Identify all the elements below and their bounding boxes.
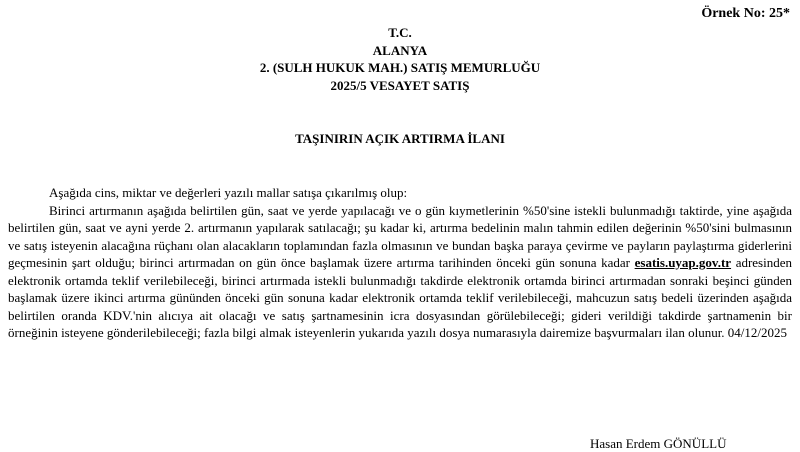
header-line-tc: T.C. [388, 25, 412, 40]
esatis-link[interactable]: esatis.uyap.gov.tr [634, 255, 732, 270]
sample-number: Örnek No: 25* [701, 6, 790, 21]
notice-title: TAŞINIRIN AÇIK ARTIRMA İLANI [295, 131, 505, 146]
main-paragraph-text-2: adresinden elektronik ortamda teklif verilebileceği, birinci artırmada istekli bulunmadığı takdirde elektronik ortamda birinci artırmadan sonraki beşinci günden başlamak üzere ikinci artırma gününden önceki gün sonuna kadar elektronik ortamda teklif verilebileceği, mahcuzun satış bedeli üzerinden aşağıda belirtilen oranda KDV.'nin alıcıya ait olacağı ve satış şartnamesinin icra dosyasından görülebileceği; gideri verildiği takdirde şartnamenin bir örneğinin isteyene gönderilebileceği; fazla bilgi almak isteyenlerin yukarıda yazılı dosya numarasıyla dairemize başvurmaları ilan olunur. 04/12/2025 [8, 255, 793, 340]
main-paragraph [8, 202, 792, 342]
header-line-city: ALANYA [372, 42, 428, 58]
header-line-office: 2. (SULH HUKUK MAH.) SATIŞ MEMURLUĞU [259, 60, 541, 75]
signature-name: Hasan Erdem GÖNÜLLÜ [590, 436, 727, 451]
document-header [0, 24, 800, 94]
main-paragraph-text-1: Birinci artırmanın aşağıda belirtilen gün, saat ve yerde yapılacağı ve o gün kıymetlerinin %50'sine istekli bulunmadığı taktirde, yine aşağıda belirtilen gün, saat ve ayni yerde 2. artırmanın yapılarak satılacağı; şu kadar ki, artırma bedelinin malın tahmin edilen değerinin %50'sini bulmasının ve satış isteyenin alacağına rüçhanı olan alacakların toplamından fazla olmasının ve bundan başka paraya çevirme ve payların paylaştırma giderlerini geçmesinin şart olduğu; birinci artırmadan on gün önce başlamak üzere artırma tarihinden önceki gün sonuna kadar [8, 202, 792, 270]
intro-paragraph: Aşağıda cins, miktar ve değerleri yazılı mallar satışa çıkarılmış olup: [49, 185, 408, 200]
notice-body [8, 184, 792, 342]
header-line-file: 2025/5 VESAYET SATIŞ [330, 77, 470, 93]
